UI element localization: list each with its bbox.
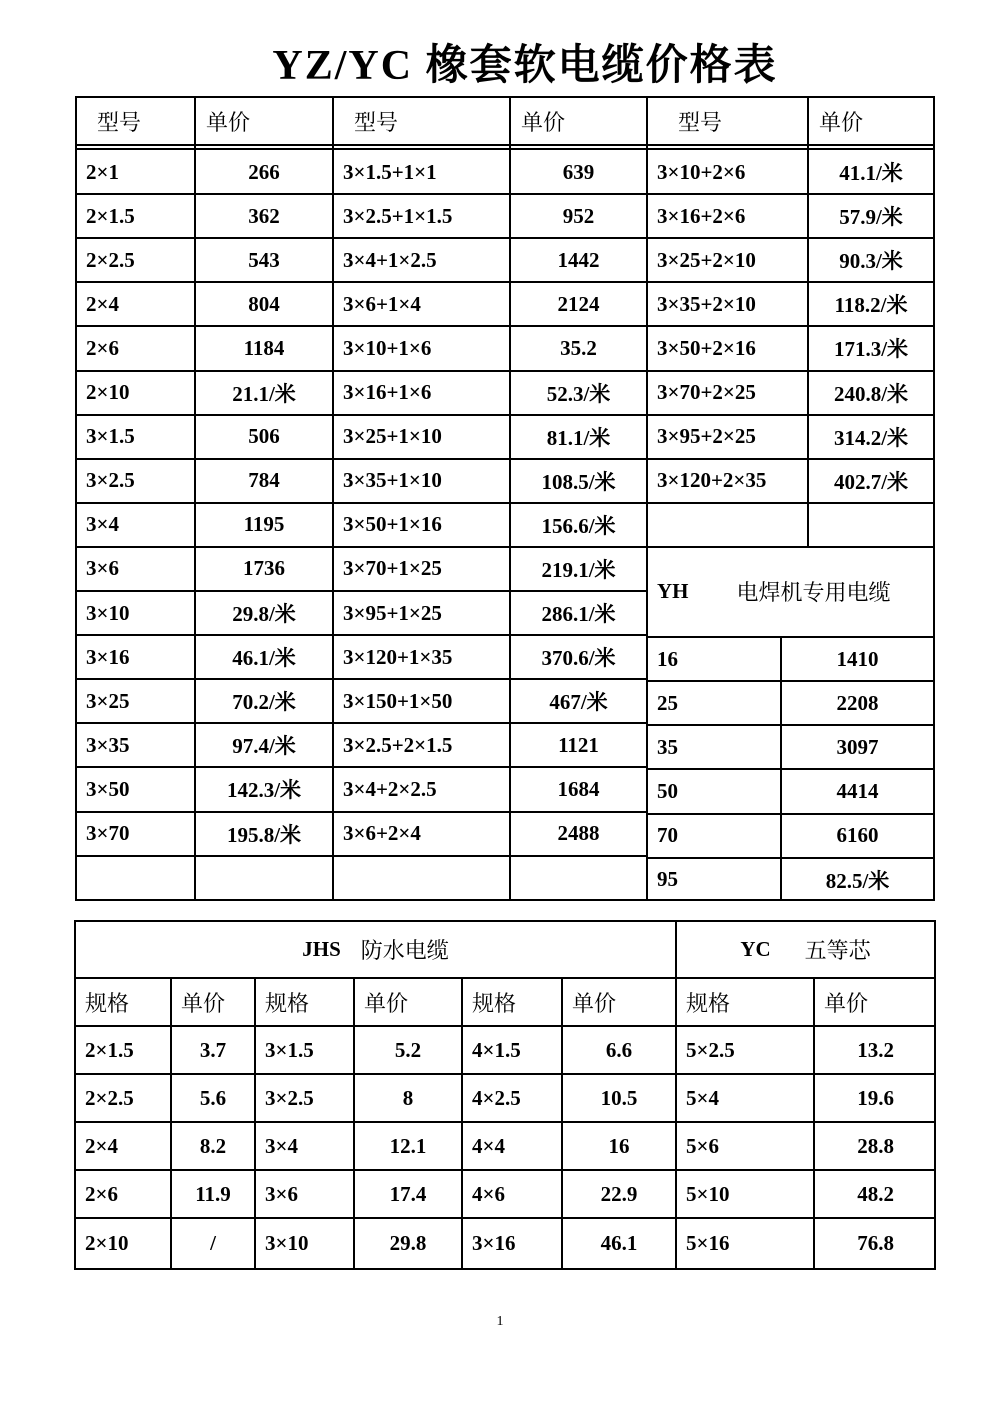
model-cell: 3×95+1×25 — [343, 600, 442, 625]
price-cell: 240.8/米 — [833, 381, 909, 406]
table1-header-divider — [75, 144, 933, 146]
model-cell: 2×1.5 — [86, 203, 135, 228]
yh-size-cell: 25 — [657, 690, 678, 715]
price-cell: 2488 — [557, 821, 600, 846]
spec-cell: 5×2.5 — [686, 1037, 735, 1062]
price-cell: 29.8/米 — [232, 602, 296, 627]
yh-price-cell: 82.5/米 — [825, 868, 890, 893]
yh-price-cell: 6160 — [836, 823, 879, 848]
model-cell: 3×4 — [86, 512, 119, 537]
jhs-title: JHS — [302, 937, 341, 961]
model-cell: 3×16+1×6 — [343, 380, 432, 405]
price-cell: 10.5 — [600, 1085, 638, 1110]
yh-size-cell: 16 — [657, 646, 678, 671]
column-header: 单价 — [364, 990, 409, 1016]
price-cell: 46.1/米 — [232, 646, 296, 671]
jhs-section-title — [76, 922, 675, 977]
yc-title: YC — [740, 937, 771, 961]
spec-cell: 5×4 — [686, 1085, 719, 1110]
yh-size-cell: 50 — [657, 778, 678, 803]
price-cell: 41.1/米 — [839, 161, 903, 186]
yc-subtitle: 五等芯 — [804, 938, 871, 963]
price-cell: 8 — [402, 1085, 414, 1110]
spec-cell: 3×10 — [265, 1231, 309, 1255]
price-cell: 81.1/米 — [546, 425, 611, 450]
spec-cell: 2×4 — [85, 1133, 118, 1158]
price-cell: 90.3/米 — [839, 249, 903, 274]
model-cell: 3×6+1×4 — [343, 291, 421, 316]
price-cell: 362 — [248, 203, 280, 228]
price-cell: 402.7/米 — [833, 469, 909, 494]
price-cell: 266 — [248, 159, 280, 184]
price-cell: 19.6 — [857, 1085, 894, 1110]
yh-price-cell: 1410 — [836, 646, 879, 671]
price-cell: 314.2/米 — [833, 425, 909, 450]
price-cell: 22.9 — [600, 1181, 638, 1206]
price-cell: / — [210, 1231, 216, 1255]
model-cell: 3×50+1×16 — [343, 512, 442, 537]
yh-price-cell: 4414 — [836, 778, 879, 803]
price-cell: 3.7 — [199, 1037, 227, 1062]
model-cell: 3×10+2×6 — [657, 159, 746, 184]
price-cell — [809, 504, 933, 546]
column-header: 规格 — [472, 990, 517, 1016]
model-cell: 3×4+2×2.5 — [343, 776, 437, 801]
column-header: 单价 — [521, 109, 566, 135]
yh-section-title — [648, 548, 933, 636]
price-cell: 35.2 — [560, 335, 597, 360]
model-cell: 3×35+1×10 — [343, 468, 442, 493]
column-header: 单价 — [819, 109, 864, 135]
model-cell: 3×70+2×25 — [657, 380, 756, 405]
model-cell: 3×2.5 — [86, 468, 135, 493]
spec-cell: 3×2.5 — [265, 1085, 314, 1110]
column-header: 单价 — [181, 990, 226, 1016]
spec-cell: 3×1.5 — [265, 1037, 314, 1062]
model-cell: 3×70 — [86, 821, 130, 846]
column-header: 型号 — [678, 109, 723, 135]
spec-cell: 2×1.5 — [85, 1037, 134, 1062]
model-cell: 3×120+1×35 — [343, 644, 453, 669]
price-cell: 70.2/米 — [232, 690, 296, 715]
price-cell: 108.5/米 — [541, 469, 616, 494]
price-cell: 156.6/米 — [541, 513, 616, 538]
spec-cell: 4×4 — [472, 1133, 505, 1158]
model-cell — [648, 504, 807, 546]
model-cell: 3×35 — [86, 732, 130, 757]
model-cell: 3×25 — [86, 688, 130, 713]
model-cell: 3×50 — [86, 776, 130, 801]
model-cell: 3×6 — [86, 556, 119, 581]
price-cell: 370.6/米 — [541, 646, 616, 671]
model-cell: 3×2.5+2×1.5 — [343, 732, 453, 757]
price-cell: 1195 — [243, 512, 285, 537]
price-cell: 28.8 — [857, 1133, 894, 1158]
model-cell — [77, 857, 194, 899]
price-cell: 219.1/米 — [541, 557, 616, 582]
price-cell: 1684 — [557, 776, 600, 801]
spec-cell: 3×4 — [265, 1133, 298, 1158]
model-cell: 3×25+2×10 — [657, 247, 756, 272]
model-cell: 3×16+2×6 — [657, 203, 746, 228]
spec-cell: 3×16 — [472, 1231, 516, 1255]
price-cell: 17.4 — [389, 1181, 427, 1206]
price-cell: 29.8 — [389, 1231, 427, 1255]
spec-cell: 2×6 — [85, 1181, 118, 1206]
price-cell: 5.6 — [199, 1085, 227, 1110]
price-cell: 467/米 — [549, 690, 608, 715]
price-cell: 52.3/米 — [546, 381, 611, 406]
price-cell: 506 — [248, 424, 280, 449]
price-cell: 1184 — [243, 335, 285, 360]
yh-price-cell: 2208 — [836, 690, 879, 715]
spec-cell: 2×2.5 — [85, 1085, 134, 1110]
model-cell: 2×6 — [86, 335, 119, 360]
spec-cell: 3×6 — [265, 1181, 298, 1206]
price-cell: 13.2 — [857, 1037, 894, 1062]
column-header: 单价 — [206, 109, 251, 135]
price-cell: 1736 — [243, 556, 285, 581]
jhs-subtitle: 防水电缆 — [360, 938, 449, 963]
price-cell: 2124 — [557, 291, 600, 316]
spec-cell: 4×1.5 — [472, 1037, 521, 1062]
price-cell: 784 — [248, 468, 280, 493]
column-header: 单价 — [572, 990, 617, 1016]
column-header: 规格 — [265, 990, 310, 1016]
price-cell: 286.1/米 — [541, 602, 616, 627]
price-cell: 5.2 — [394, 1037, 422, 1062]
yh-subtitle: 电焊机专用电缆 — [736, 580, 891, 606]
price-cell: 952 — [562, 203, 595, 228]
spec-cell: 5×10 — [686, 1181, 730, 1206]
yh-size-cell: 95 — [657, 867, 678, 892]
price-cell: 142.3/米 — [226, 778, 302, 803]
model-cell: 3×4+1×2.5 — [343, 247, 437, 272]
model-cell: 3×150+1×50 — [343, 688, 453, 713]
price-cell: 76.8 — [857, 1231, 894, 1255]
model-cell: 3×6+2×4 — [343, 821, 421, 846]
price-cell: 1442 — [557, 247, 600, 272]
spec-cell: 4×2.5 — [472, 1085, 521, 1110]
column-header: 型号 — [354, 109, 399, 135]
yh-title: YH — [657, 579, 689, 604]
model-cell: 3×70+1×25 — [343, 556, 442, 581]
column-header: 单价 — [824, 990, 869, 1016]
column-header: 规格 — [85, 990, 130, 1016]
model-cell: 2×4 — [86, 291, 119, 316]
price-cell: 171.3/米 — [833, 337, 909, 362]
price-cell: 16 — [608, 1133, 630, 1158]
price-cell: 543 — [248, 247, 280, 272]
price-cell: 46.1 — [600, 1231, 638, 1255]
model-cell: 2×1 — [86, 159, 119, 184]
yh-size-cell: 35 — [657, 734, 678, 759]
price-cell — [196, 857, 332, 899]
model-cell: 3×120+2×35 — [657, 468, 767, 493]
model-cell: 3×1.5 — [86, 424, 135, 449]
table1-header-divider-2 — [75, 148, 933, 150]
spec-cell: 4×6 — [472, 1181, 505, 1206]
yh-price-cell: 3097 — [836, 734, 879, 759]
model-cell: 3×10+1×6 — [343, 335, 432, 360]
price-cell: 11.9 — [195, 1181, 231, 1206]
price-cell: 6.6 — [605, 1037, 633, 1062]
spec-cell: 5×16 — [686, 1231, 730, 1255]
model-cell: 3×25+1×10 — [343, 424, 442, 449]
model-cell: 3×2.5+1×1.5 — [343, 203, 453, 228]
model-cell: 2×10 — [86, 380, 130, 405]
column-header: 型号 — [97, 109, 142, 135]
yh-size-cell: 70 — [657, 823, 678, 848]
price-cell: 195.8/米 — [226, 822, 302, 847]
price-cell: 804 — [248, 291, 280, 316]
yc-section-title — [677, 922, 934, 977]
price-cell: 12.1 — [389, 1133, 427, 1158]
model-cell: 3×95+2×25 — [657, 424, 756, 449]
model-cell — [334, 857, 509, 899]
price-cell: 21.1/米 — [232, 381, 296, 406]
price-cell: 57.9/米 — [839, 205, 903, 230]
price-cell: 1121 — [558, 732, 599, 757]
model-cell: 2×2.5 — [86, 247, 135, 272]
price-cell — [511, 857, 646, 899]
spec-cell: 5×6 — [686, 1133, 719, 1158]
price-cell: 48.2 — [857, 1181, 894, 1206]
model-cell: 3×16 — [86, 644, 130, 669]
price-cell: 639 — [562, 159, 595, 184]
column-header: 规格 — [686, 990, 731, 1016]
price-cell: 118.2/米 — [834, 293, 908, 318]
price-cell: 8.2 — [199, 1133, 227, 1158]
model-cell: 3×1.5+1×1 — [343, 159, 437, 184]
model-cell: 3×35+2×10 — [657, 291, 756, 316]
model-cell: 3×50+2×16 — [657, 335, 756, 360]
model-cell: 3×10 — [86, 600, 130, 625]
page-number: 1 — [496, 1314, 504, 1329]
price-cell: 97.4/米 — [232, 734, 296, 759]
page-title: YZ/YC 橡套软电缆价格表 — [272, 43, 778, 89]
spec-cell: 2×10 — [85, 1231, 129, 1255]
